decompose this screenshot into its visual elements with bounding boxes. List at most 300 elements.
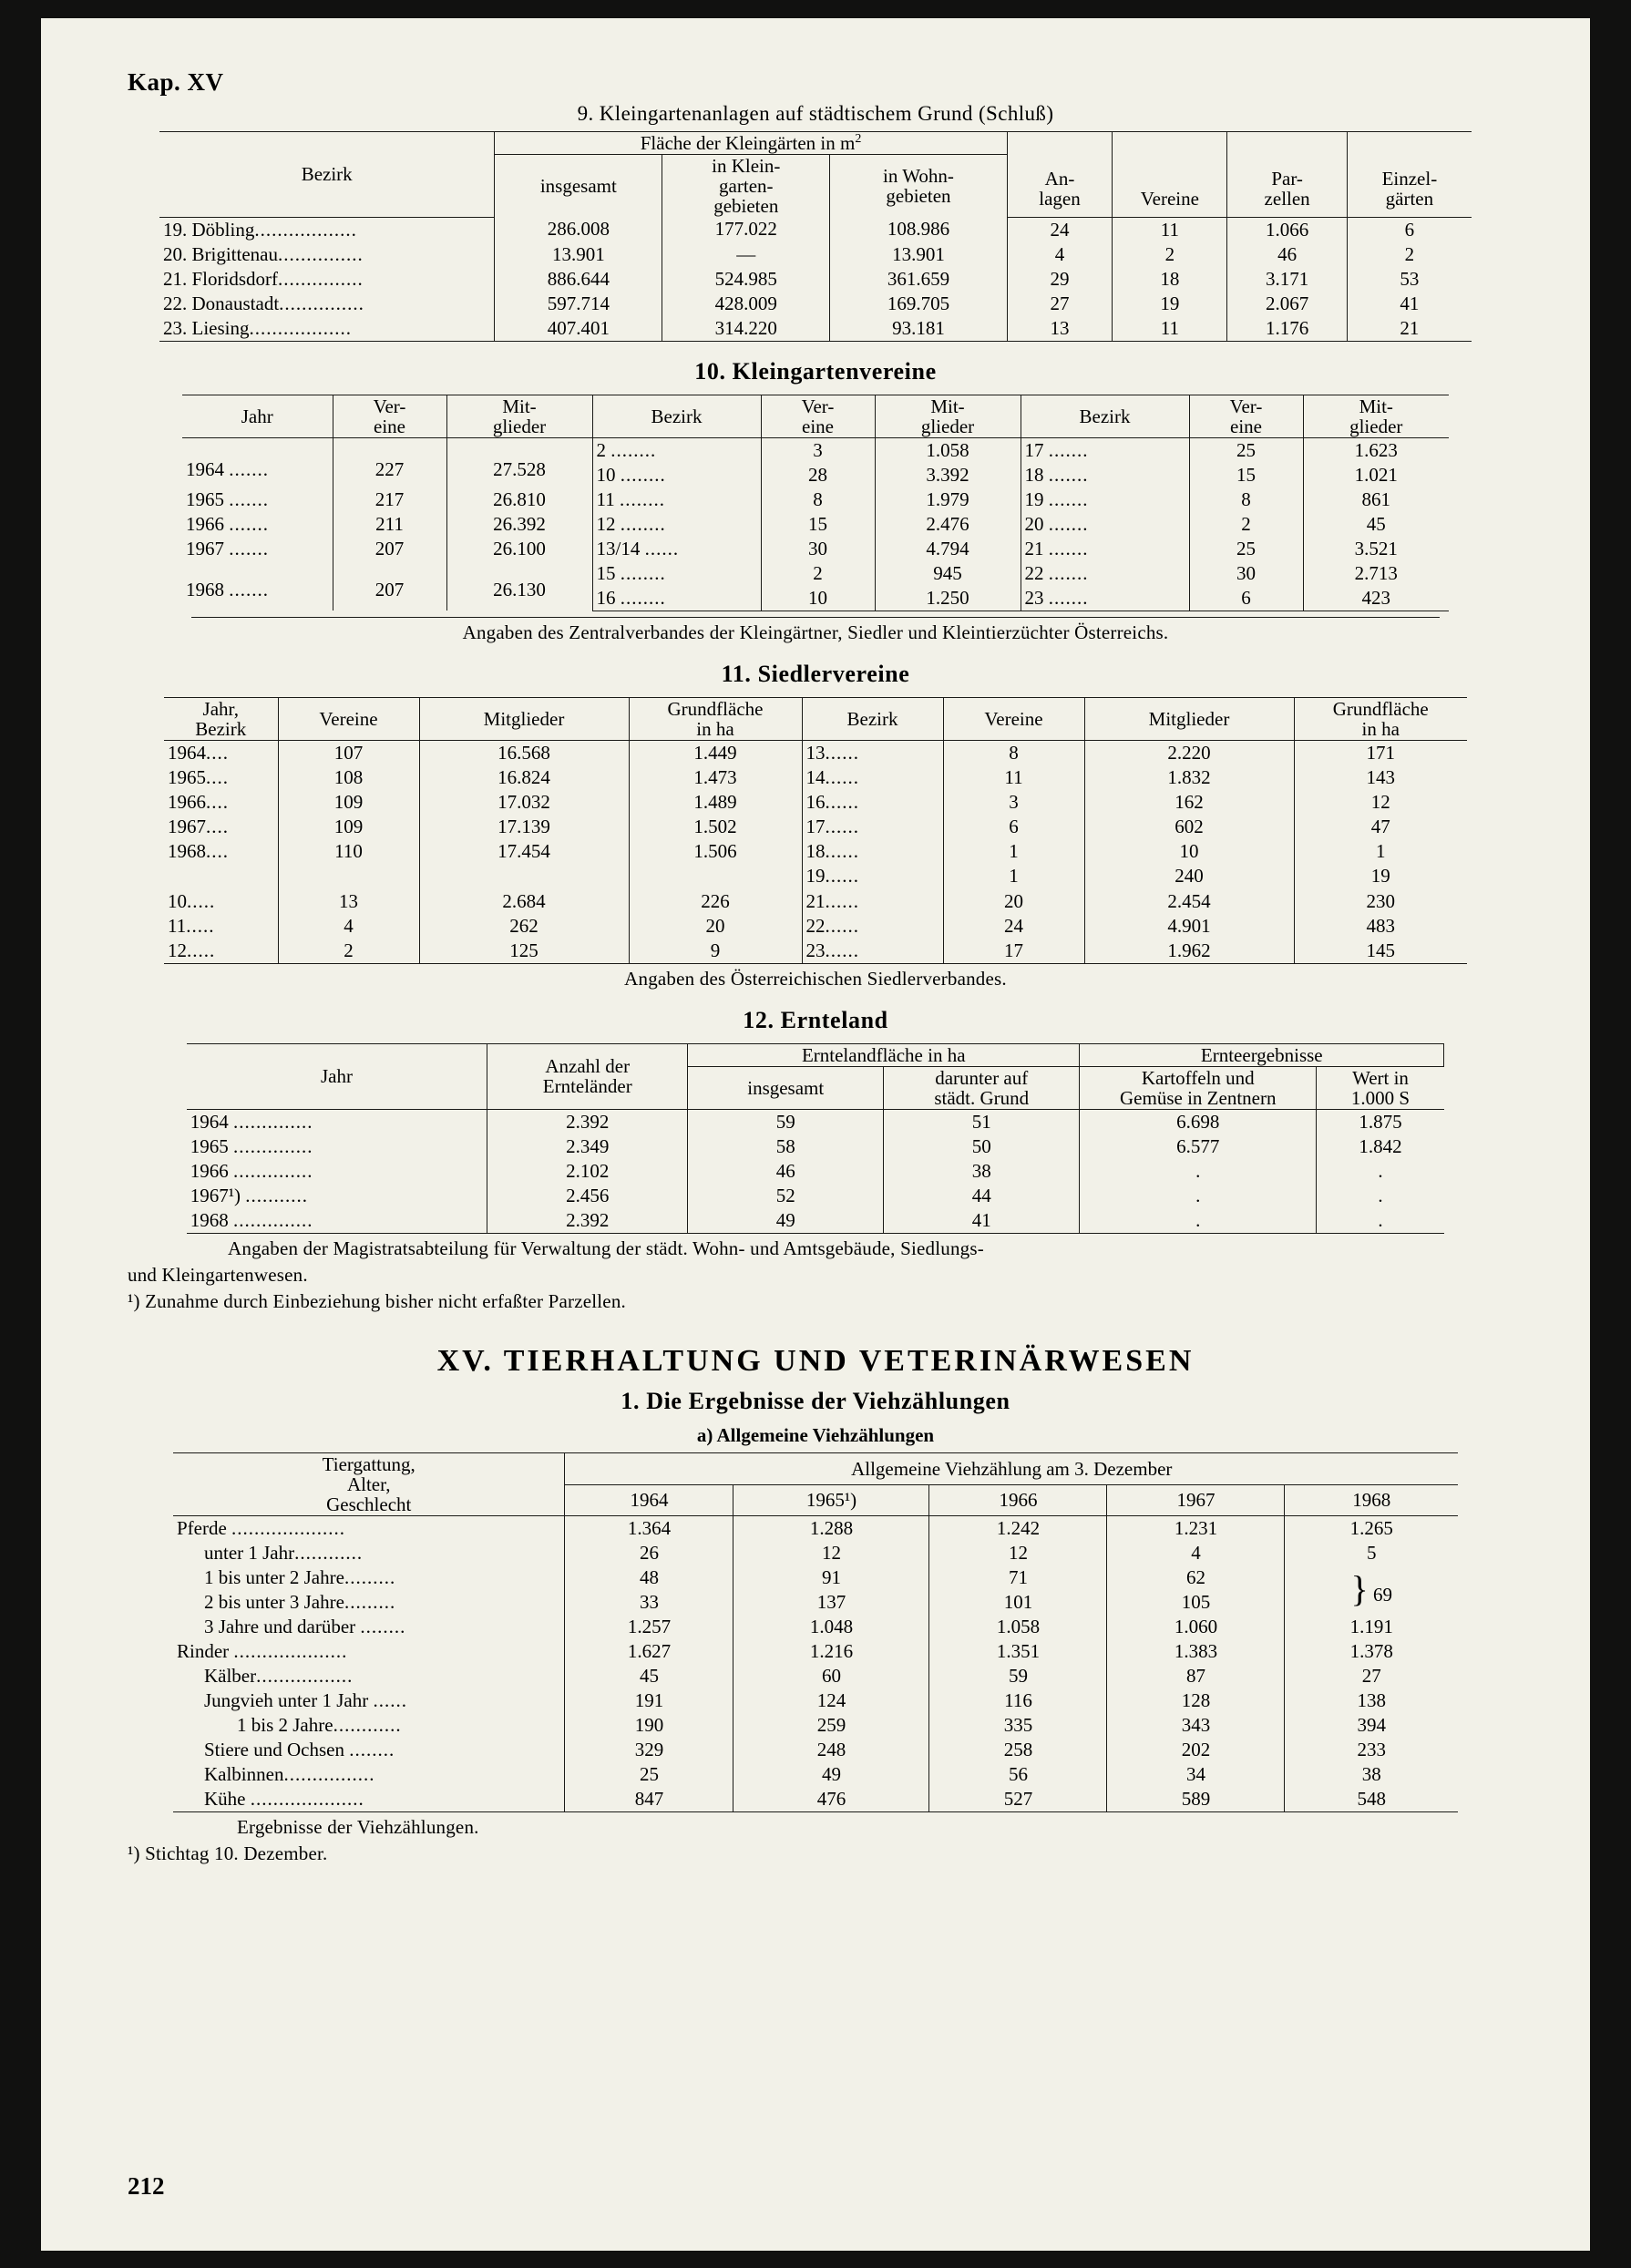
row-label: 22 xyxy=(805,914,826,937)
cell-mitglieder: 2.220 xyxy=(1084,740,1294,765)
cell-vereine: 10 xyxy=(761,586,875,611)
row-label: 18 xyxy=(805,839,826,862)
cell-1964: 1.627 xyxy=(565,1639,733,1664)
cell-vereine: 19 xyxy=(1113,292,1227,316)
row-dots: .............. xyxy=(232,1160,313,1183)
th-grundflaeche: Grundfläche in ha xyxy=(629,697,802,740)
cell-1965: 60 xyxy=(733,1664,929,1688)
cell-1968: 38 xyxy=(1361,1763,1381,1786)
cell-vereine: 11 xyxy=(1113,316,1227,342)
row-label: 23 xyxy=(1024,586,1044,609)
row-dots: ....... xyxy=(229,579,269,601)
cell-1964: 33 xyxy=(565,1590,733,1615)
cell-insgesamt: 286.008 xyxy=(495,217,662,242)
cell-mitglieder: 4.901 xyxy=(1084,914,1294,939)
cell-vereine: 1 xyxy=(943,839,1084,864)
row-label: 1964 xyxy=(168,741,206,764)
cell-vereine: 4 xyxy=(278,914,419,939)
th-vereine-2: Vereine xyxy=(943,697,1084,740)
th-year-1965: 1965¹) xyxy=(733,1484,929,1516)
th-in-wohngebieten: in Wohn- gebieten xyxy=(830,155,1007,218)
cell-insgesamt: 52 xyxy=(688,1184,884,1208)
cell-1968-brace-group xyxy=(1285,1565,1458,1615)
cell-kartoffeln: . xyxy=(1080,1208,1317,1234)
row-label: 10 xyxy=(168,889,187,912)
cell-mitglieder: 2.684 xyxy=(419,889,629,914)
row-dots: ...... xyxy=(825,939,859,961)
cell-vereine: 25 xyxy=(1189,537,1303,561)
table-row xyxy=(164,815,1467,839)
th-anzahl: Anzahl der Ernteländer xyxy=(487,1043,688,1109)
cell-mitglieder: 16.824 xyxy=(419,765,629,790)
chapter-label: Kap. XV xyxy=(128,68,224,96)
cell-vereine: 6 xyxy=(1189,586,1303,611)
cell-1968: 138 xyxy=(1357,1689,1386,1712)
cell-mitglieder: 162 xyxy=(1084,790,1294,815)
cell-1968: 5 xyxy=(1367,1542,1377,1565)
cell-mitglieder: 26.810 xyxy=(446,487,592,512)
cell-in-klein: — xyxy=(662,242,830,267)
row-label: 23 xyxy=(805,939,826,961)
table-row xyxy=(159,292,1472,316)
table-row xyxy=(173,1688,1458,1713)
th-spacer-anlagen xyxy=(1007,210,1113,217)
cell-vereine: 20 xyxy=(943,889,1084,914)
row-dots: .................... xyxy=(233,1640,348,1663)
cell-1966: 116 xyxy=(929,1688,1107,1713)
th-spacer-einzel xyxy=(1347,210,1472,217)
cell-insgesamt: 597.714 xyxy=(495,292,662,316)
th-tiergattung: Tiergattung, Alter, Geschlecht xyxy=(173,1453,565,1516)
table-row xyxy=(159,316,1472,342)
table-10-kleingartenvereine xyxy=(182,395,1449,611)
cell-darunter: 44 xyxy=(884,1184,1080,1208)
th-vereine-3: Ver- eine xyxy=(1189,395,1303,437)
table12-footnote: ¹) Zunahme durch Einbeziehung bisher nicht erfaßter Parzellen. xyxy=(128,1290,626,1313)
cell-mitglieder: 602 xyxy=(1084,815,1294,839)
row-label: 1966 xyxy=(190,1160,229,1183)
cell-1965: 124 xyxy=(733,1688,929,1713)
cell-vereine: 6 xyxy=(943,815,1084,839)
row-dots: ........ xyxy=(620,586,666,609)
table-row xyxy=(187,1159,1444,1184)
cell-mitglieder: 2.476 xyxy=(875,512,1021,537)
cell-grund: 1.506 xyxy=(629,839,802,864)
table-row xyxy=(164,889,1467,914)
table12-source-line1: Angaben der Magistratsabteilung für Verwaltung der städt. Wohn- und Amtsgebäude, Siedlungs- xyxy=(228,1237,984,1260)
cell-grund: 12 xyxy=(1370,790,1390,813)
cell-1966: 12 xyxy=(929,1541,1107,1565)
cell-mitglieder: 26.392 xyxy=(446,512,592,537)
cell-grund: 1.449 xyxy=(629,740,802,765)
cell-kartoffeln: 6.577 xyxy=(1080,1134,1317,1159)
cell-darunter: 50 xyxy=(884,1134,1080,1159)
row-dots: ............... xyxy=(278,267,364,290)
cell-1966: 1.351 xyxy=(929,1639,1107,1664)
row-dots: ..... xyxy=(186,914,215,937)
cell-grund: 230 xyxy=(1366,889,1395,912)
row-label: 20 xyxy=(1024,512,1044,535)
row-label: 1967 xyxy=(168,815,206,837)
row-dots: ............... xyxy=(277,242,364,265)
section-1-title: 1. Die Ergebnisse der Viehzählungen xyxy=(621,1388,1010,1415)
row-label: 20. Brigittenau xyxy=(163,242,278,265)
cell-vereine: 30 xyxy=(761,537,875,561)
cell-1965: 49 xyxy=(733,1762,929,1787)
table-row xyxy=(164,740,1467,765)
row-label: 22. Donaustadt xyxy=(163,292,280,314)
cell-darunter: 51 xyxy=(884,1110,1080,1135)
row-dots: ....... xyxy=(1048,512,1089,535)
cell-1967: 1.231 xyxy=(1107,1516,1285,1542)
row-label: 1968 xyxy=(168,839,206,862)
row-dots: ........ xyxy=(620,561,666,584)
row-dots: ....... xyxy=(1048,537,1089,559)
cell-1968: 1.191 xyxy=(1349,1616,1393,1638)
table-row xyxy=(173,1541,1458,1565)
page-number: 212 xyxy=(128,2172,165,2200)
table-row xyxy=(187,1208,1444,1234)
row-dots: ......... xyxy=(344,1591,396,1614)
cell-insgesamt: 13.901 xyxy=(495,242,662,267)
cell-1964: 26 xyxy=(565,1541,733,1565)
row-label: 23. Liesing xyxy=(163,316,250,339)
row-label: 19. Döbling xyxy=(163,218,255,241)
cell-vereine: 2 xyxy=(1189,512,1303,537)
table-row xyxy=(173,1664,1458,1688)
table-row xyxy=(164,790,1467,815)
cell-vereine: 24 xyxy=(943,914,1084,939)
table-row xyxy=(164,864,1467,889)
cell-mitglieder: 1.250 xyxy=(875,586,1021,611)
cell-mitglieder: 16.568 xyxy=(419,740,629,765)
cell-vereine: 11 xyxy=(1113,217,1227,242)
row-label: 19 xyxy=(805,865,826,888)
row-dots: .................. xyxy=(254,218,357,241)
cell-wert: . xyxy=(1378,1185,1383,1207)
row-label: 21. Floridsdorf xyxy=(163,267,278,290)
cell-1967: 34 xyxy=(1107,1762,1285,1787)
th-einzelgaerten: Einzel- gärten xyxy=(1347,132,1472,211)
cell-mitglieder: 3.392 xyxy=(875,463,1021,487)
cell-anlagen: 24 xyxy=(1007,217,1113,242)
row-label: Kühe xyxy=(203,1788,246,1811)
row-dots: .............. xyxy=(232,1209,313,1232)
table10-source: Angaben des Zentralverbandes der Kleingärtner, Siedler und Kleintierzüchter Österreichs. xyxy=(462,621,1169,643)
cell-1964: 191 xyxy=(565,1688,733,1713)
row-dots: ........ xyxy=(360,1616,406,1638)
row-dots: ................ xyxy=(283,1763,375,1786)
row-label: 1 bis unter 2 Jahre xyxy=(203,1566,344,1589)
vieh-footnote: ¹) Stichtag 10. Dezember. xyxy=(128,1842,328,1865)
cell-wert: 1.842 xyxy=(1359,1135,1402,1158)
cell-vereine: 25 xyxy=(1189,437,1303,463)
row-dots: .... xyxy=(206,765,229,788)
row-label: 1967 xyxy=(186,537,224,559)
cell-1967: 343 xyxy=(1107,1713,1285,1738)
cell-vereine: 110 xyxy=(278,839,419,864)
cell-anzahl: 2.349 xyxy=(487,1134,688,1159)
cell-grund: 9 xyxy=(629,939,802,964)
row-dots: ...... xyxy=(825,839,859,862)
cell-1966: 335 xyxy=(929,1713,1107,1738)
th-jahr-bezirk: Jahr, Bezirk xyxy=(164,697,278,740)
th-parzellen: Par- zellen xyxy=(1227,132,1347,211)
row-label: unter 1 Jahr xyxy=(203,1542,295,1565)
cell-vereine: 207 xyxy=(333,561,446,611)
cell-anlagen: 29 xyxy=(1007,267,1113,292)
cell-1965: 1.048 xyxy=(733,1615,929,1639)
th-bezirk-2: Bezirk xyxy=(1021,395,1189,437)
cell-1965: 476 xyxy=(733,1787,929,1812)
cell-kartoffeln: 6.698 xyxy=(1080,1110,1317,1135)
row-label: 17 xyxy=(805,815,826,837)
cell-1968: 69 xyxy=(1372,1583,1392,1606)
row-dots: .... xyxy=(206,815,229,837)
th-insgesamt: insgesamt xyxy=(688,1066,884,1109)
cell-vereine: 11 xyxy=(943,765,1084,790)
row-dots: .............. xyxy=(232,1135,313,1158)
cell-vereine: 13 xyxy=(278,889,419,914)
row-dots: .................. xyxy=(249,316,352,339)
cell-1968: 27 xyxy=(1361,1665,1381,1688)
cell-mitglieder: 2.454 xyxy=(1084,889,1294,914)
th-vereine: Vereine xyxy=(1113,132,1227,211)
table-row xyxy=(173,1590,1458,1615)
table-row xyxy=(173,1787,1458,1812)
row-dots: ....... xyxy=(1048,487,1089,510)
cell-mitglieder: 1.832 xyxy=(1084,765,1294,790)
cell-vereine: 30 xyxy=(1189,561,1303,586)
table10-title: 10. Kleingartenvereine xyxy=(694,357,937,385)
cell-insgesamt: 886.644 xyxy=(495,267,662,292)
cell-vereine: 1 xyxy=(943,864,1084,889)
table-row xyxy=(173,1615,1458,1639)
cell-in-wohn: 169.705 xyxy=(830,292,1007,316)
table-row xyxy=(182,437,1449,463)
cell-anlagen: 27 xyxy=(1007,292,1113,316)
cell-in-klein: 428.009 xyxy=(662,292,830,316)
row-label: 2 bis unter 3 Jahre xyxy=(203,1591,344,1614)
cell-mitglieder: 26.130 xyxy=(446,561,592,611)
row-dots: ....... xyxy=(229,512,269,535)
cell-grund: 19 xyxy=(1370,865,1390,888)
row-dots: ........... xyxy=(245,1185,309,1207)
row-label: 1965 xyxy=(190,1135,229,1158)
row-label: 21 xyxy=(1024,537,1044,559)
th-mitglieder-2: Mit- glieder xyxy=(875,395,1021,437)
th-vereine-2: Ver- eine xyxy=(761,395,875,437)
cell-vereine: 109 xyxy=(278,790,419,815)
cell-mitglieder: 1.021 xyxy=(1354,463,1398,486)
row-dots: ........ xyxy=(619,487,665,510)
cell-grund: 1.489 xyxy=(629,790,802,815)
cell-einzel: 2 xyxy=(1404,242,1415,265)
cell-darunter: 41 xyxy=(884,1208,1080,1234)
row-label: 1966 xyxy=(186,512,224,535)
row-label: 1964 xyxy=(186,457,224,480)
table-9-kleingartenanlagen xyxy=(159,131,1472,342)
cell-vereine: 15 xyxy=(761,512,875,537)
row-label: Kälber xyxy=(203,1665,257,1688)
row-dots: .... xyxy=(206,790,229,813)
cell-1967: 202 xyxy=(1107,1738,1285,1762)
cell-vereine: 211 xyxy=(333,512,446,537)
row-dots: ........ xyxy=(349,1739,395,1761)
row-dots: ...... xyxy=(644,537,680,559)
cell-mitglieder: 240 xyxy=(1084,864,1294,889)
cell-anlagen: 4 xyxy=(1007,242,1113,267)
row-label: 2 xyxy=(596,438,606,461)
cell-vereine: 8 xyxy=(1189,487,1303,512)
row-label: 12 xyxy=(168,939,187,961)
row-label: 1965 xyxy=(186,487,224,510)
cell-1965: 91 xyxy=(733,1565,929,1590)
cell-insgesamt: 46 xyxy=(688,1159,884,1184)
th-wert: Wert in 1.000 S xyxy=(1317,1066,1444,1109)
cell-vereine: 207 xyxy=(333,537,446,561)
cell-1965: 1.216 xyxy=(733,1639,929,1664)
row-label: 1968 xyxy=(186,579,224,601)
table-row xyxy=(159,217,1472,242)
cell-1967: 105 xyxy=(1107,1590,1285,1615)
th-jahr: Jahr xyxy=(187,1043,487,1109)
cell-1966: 258 xyxy=(929,1738,1107,1762)
th-mitglieder: Mit- glieder xyxy=(446,395,592,437)
row-dots: ...... xyxy=(825,889,859,912)
cell-insgesamt: 407.401 xyxy=(495,316,662,342)
row-dots: ............ xyxy=(333,1714,402,1737)
row-label: Jungvieh unter 1 Jahr xyxy=(203,1689,369,1712)
cell-insgesamt: 58 xyxy=(688,1134,884,1159)
row-label: 15 xyxy=(596,561,616,584)
cell-wert: . xyxy=(1317,1208,1444,1234)
cell-kartoffeln: . xyxy=(1080,1159,1317,1184)
cell-vereine: 8 xyxy=(943,740,1084,765)
table-12-ernteland xyxy=(187,1043,1445,1234)
th-jahr: Jahr xyxy=(182,395,333,437)
cell-mitglieder: 4.794 xyxy=(875,537,1021,561)
th-vereine: Ver- eine xyxy=(333,395,446,437)
cell-1968: 233 xyxy=(1357,1739,1386,1761)
cell-mitglieder: 1.962 xyxy=(1084,939,1294,964)
table12-title: 12. Ernteland xyxy=(743,1006,888,1033)
cell-1964: 1.257 xyxy=(565,1615,733,1639)
row-dots: ....... xyxy=(1048,438,1089,461)
cell-anzahl: 2.456 xyxy=(487,1184,688,1208)
cell-mitglieder: 262 xyxy=(419,914,629,939)
cell-1964: 190 xyxy=(565,1713,733,1738)
cell-vereine: 8 xyxy=(761,487,875,512)
subsection-a-title: a) Allgemeine Viehzählungen xyxy=(696,1424,935,1447)
cell-mitglieder: 125 xyxy=(419,939,629,964)
row-dots: ....... xyxy=(1048,463,1089,486)
th-viehzaehlung-group: Allgemeine Viehzählung am 3. Dezember xyxy=(565,1453,1458,1485)
th-kartoffeln: Kartoffeln und Gemüse in Zentnern xyxy=(1080,1066,1317,1109)
table-row xyxy=(173,1738,1458,1762)
row-dots: ......... xyxy=(344,1566,396,1589)
cell-1967: 62 xyxy=(1107,1565,1285,1590)
cell-mitglieder: 17.032 xyxy=(419,790,629,815)
cell-wert: . xyxy=(1378,1160,1383,1183)
table-row xyxy=(164,839,1467,864)
row-dots: ....... xyxy=(229,457,269,480)
cell-grund: 145 xyxy=(1294,939,1467,964)
cell-vereine: 217 xyxy=(333,487,446,512)
row-label: 12 xyxy=(596,512,616,535)
cell-mitglieder: 945 xyxy=(875,561,1021,586)
th-in-kleingartengebieten: in Klein- garten- gebieten xyxy=(662,155,830,218)
cell-parzellen: 1.066 xyxy=(1227,217,1347,242)
table-row xyxy=(187,1134,1444,1159)
cell-1966: 71 xyxy=(929,1565,1107,1590)
table-row xyxy=(159,242,1472,267)
cell-1966: 527 xyxy=(929,1787,1107,1812)
row-dots: ...... xyxy=(825,865,859,888)
cell-grund: 483 xyxy=(1366,914,1395,937)
cell-insgesamt: 49 xyxy=(688,1208,884,1234)
row-dots: .... xyxy=(206,741,229,764)
row-label: 17 xyxy=(1024,438,1044,461)
row-label: 11 xyxy=(168,914,187,937)
th-ernteergebnisse-group: Ernteergebnisse xyxy=(1080,1043,1444,1066)
cell-1965: 12 xyxy=(733,1541,929,1565)
cell-1968: 1.265 xyxy=(1349,1517,1393,1540)
row-dots: .............. xyxy=(232,1111,313,1134)
row-dots: ...... xyxy=(825,815,859,837)
cell-in-klein: 314.220 xyxy=(662,316,830,342)
row-label: 13 xyxy=(805,741,826,764)
th-mitglieder-3: Mit- glieder xyxy=(1303,395,1449,437)
cell-mitglieder: 45 xyxy=(1366,512,1386,535)
curly-brace-icon: } xyxy=(1350,1567,1369,1609)
table-row xyxy=(173,1516,1458,1542)
cell-anzahl: 2.392 xyxy=(487,1208,688,1234)
cell-1967: 589 xyxy=(1107,1787,1285,1812)
th-bezirk: Bezirk xyxy=(802,697,943,740)
cell-1965: 259 xyxy=(733,1713,929,1738)
cell-1966: 1.242 xyxy=(929,1516,1107,1542)
row-dots: ........ xyxy=(610,438,657,461)
cell-1964: 45 xyxy=(565,1664,733,1688)
cell-grund: 47 xyxy=(1370,815,1390,837)
cell-in-wohn: 13.901 xyxy=(830,242,1007,267)
cell-einzel: 6 xyxy=(1404,218,1415,241)
cell-1967: 4 xyxy=(1107,1541,1285,1565)
row-dots: ................. xyxy=(256,1665,354,1688)
cell-1964: 1.364 xyxy=(565,1516,733,1542)
cell-grund: 1.502 xyxy=(629,815,802,839)
row-dots: ............... xyxy=(279,292,364,314)
cell-grund: 20 xyxy=(629,914,802,939)
cell-kartoffeln: . xyxy=(1080,1184,1317,1208)
cell-mitglieder: 10 xyxy=(1084,839,1294,864)
table-row xyxy=(182,512,1449,537)
table-row xyxy=(187,1110,1444,1135)
row-label: 1 bis 2 Jahre xyxy=(236,1714,333,1737)
cell-1964: 25 xyxy=(565,1762,733,1787)
table-row xyxy=(182,537,1449,561)
row-label: Kalbinnen xyxy=(203,1763,284,1786)
row-label: 18 xyxy=(1024,463,1044,486)
row-label: Pferde xyxy=(176,1517,227,1540)
cell-mitglieder: 1.623 xyxy=(1354,438,1398,461)
cell-insgesamt: 59 xyxy=(688,1110,884,1135)
cell-einzel: 53 xyxy=(1400,267,1420,290)
row-dots: ....... xyxy=(1048,561,1089,584)
table-viehzaehlung xyxy=(173,1452,1458,1812)
row-dots: .... xyxy=(206,839,229,862)
